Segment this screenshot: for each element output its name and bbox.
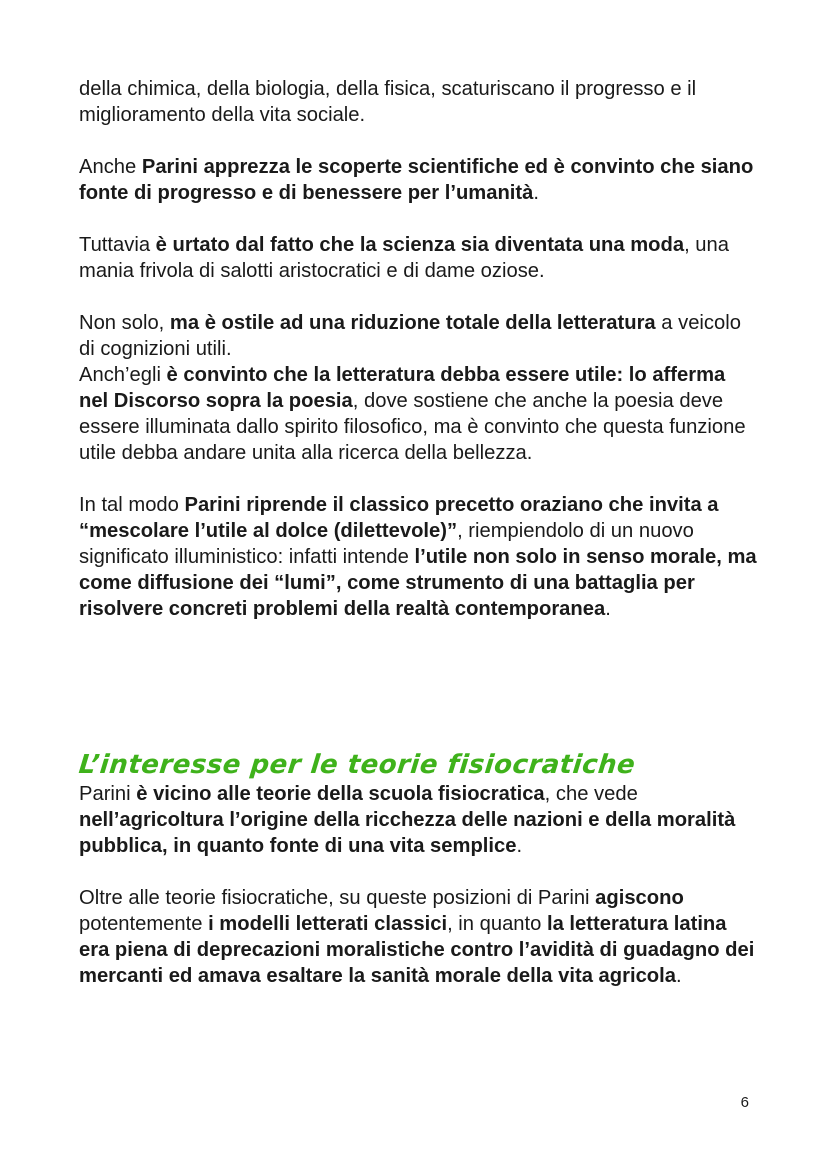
- paragraph-science-progress: [79, 76, 759, 128]
- bold-text-run: ma è ostile ad una riduzione totale della letteratura: [169, 312, 656, 334]
- text-run: della chimica, della biologia, della fisica, scaturiscano il progresso e il miglioramento della vita sociale.: [79, 78, 697, 126]
- text-run: , una mania frivola di salotti aristocratici e di dame oziose.: [79, 234, 729, 282]
- bold-text-run: l’utile non solo in senso morale, ma come diffusione dei “lumi”, come strumento di una battaglia per risolvere concreti problemi della realtà contemporanea: [79, 546, 757, 620]
- bold-text-run: i modelli letterati classici: [208, 913, 448, 935]
- paragraph-literature-reduction: [79, 310, 759, 362]
- paragraph-science-fashion: [79, 232, 759, 284]
- text-run: potentemente: [79, 913, 209, 935]
- text-run: .: [605, 598, 611, 620]
- text-run: Oltre alle teorie fisiocratiche, su queste posizioni di Parini: [79, 887, 596, 909]
- paragraph-classical-models: [79, 885, 759, 989]
- text-run: Parini: [79, 783, 137, 805]
- bold-text-run: è urtato dal fatto che la scienza sia diventata una moda: [155, 234, 685, 256]
- text-run: , riempiendolo di un nuovo significato illuministico: infatti intende: [79, 520, 694, 568]
- main-text-block: [79, 76, 759, 648]
- text-run: .: [533, 182, 539, 204]
- text-run: Anch’egli: [79, 364, 167, 386]
- text-run: Non solo,: [79, 312, 170, 334]
- bold-text-run: agiscono: [595, 887, 684, 909]
- text-run: , che vede: [544, 783, 638, 805]
- bold-text-run: è vicino alle teorie della scuola fisiocratica: [136, 783, 545, 805]
- paragraph-horatian-precept: [79, 492, 759, 622]
- text-run: Tuttavia: [79, 234, 156, 256]
- text-run: , in quanto: [447, 913, 547, 935]
- paragraph-parini-science: [79, 154, 759, 206]
- text-run: Anche: [79, 156, 142, 178]
- text-run: a veicolo di cognizioni utili.: [79, 312, 741, 360]
- bold-text-run: Parini riprende il classico precetto oraziano che invita a “mescolare l’utile al dolce (dilettevole)”: [79, 494, 719, 542]
- bold-text-run: Parini apprezza le scoperte scientifiche ed è convinto che siano fonte di progresso e di benessere per l’umanità: [79, 156, 754, 204]
- second-text-block: [79, 781, 759, 1015]
- text-run: In tal modo: [79, 494, 185, 516]
- text-run: .: [516, 835, 523, 857]
- section-heading-wrapper: [79, 750, 635, 780]
- bold-text-run: la letteratura latina era piena di deprecazioni moralistiche contro l’avidità di guadagno dei mercanti ed amava esaltare la sanità morale della vita agricola: [79, 913, 755, 987]
- paragraph-physiocratic: [79, 781, 759, 859]
- text-run: , dove sostiene che anche la poesia deve essere illuminata dallo spirito filosofico, ma è convinto che questa funzione utile debba andare unita alla ricerca della bellezza.: [79, 390, 746, 464]
- bold-text-run: è convinto che la letteratura debba essere utile: lo afferma nel Discorso sopra la poesia: [79, 364, 726, 412]
- bold-text-run: nell’agricoltura l’origine della ricchezza delle nazioni e della moralità pubblica, in quanto fonte di una vita semplice: [79, 809, 736, 857]
- text-run: .: [675, 965, 682, 987]
- paragraph-literature-useful: [79, 362, 759, 466]
- page-number: 6: [740, 1094, 749, 1111]
- section-title: L’interesse per le teorie fisiocratiche: [77, 750, 637, 780]
